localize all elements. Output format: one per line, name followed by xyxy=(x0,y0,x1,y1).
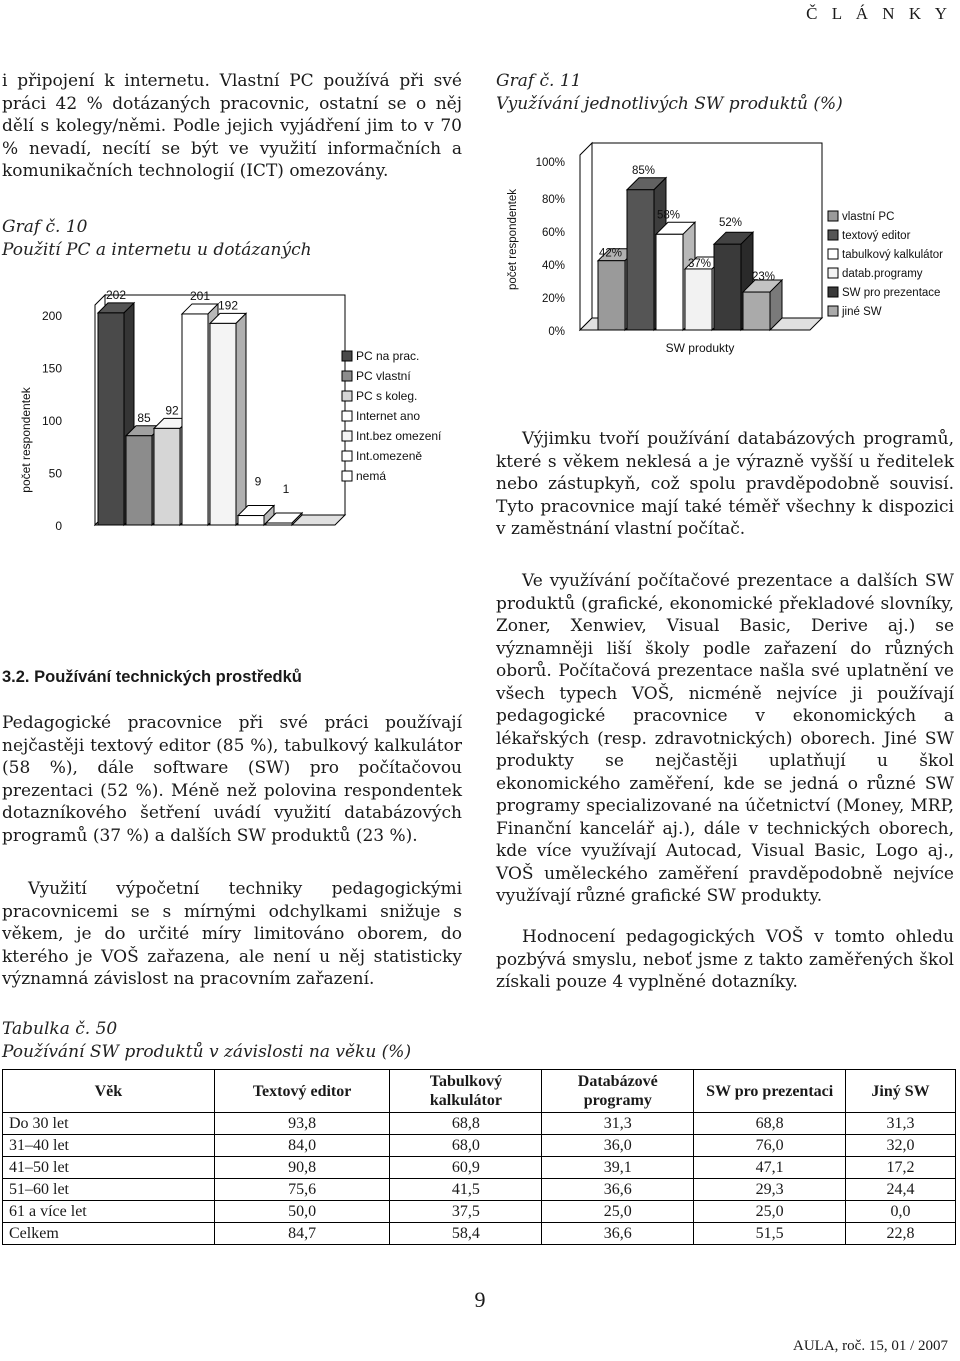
legend-label: textový editor xyxy=(842,230,911,242)
chart-bar-front xyxy=(126,436,152,525)
table-row xyxy=(3,1223,956,1245)
table-row xyxy=(3,1135,956,1157)
chart-bar-front xyxy=(210,323,236,525)
table-cell: 76,0 xyxy=(694,1135,846,1157)
y-tick-label: 50 xyxy=(48,466,62,481)
chart-bar xyxy=(210,313,246,525)
table-cell: 36,0 xyxy=(542,1135,694,1157)
graph11-title: Využívání jednotlivých SW produktů (%) xyxy=(496,93,843,114)
table-cell: 51,5 xyxy=(694,1223,846,1245)
chart-bar xyxy=(743,280,782,330)
data-label: 23% xyxy=(751,271,776,284)
graph11-label: Graf č. 11 xyxy=(496,71,582,91)
table-row xyxy=(3,1201,956,1223)
table-title: Používání SW produktů v závislosti na věku (%) xyxy=(2,1041,412,1062)
table-cell: 25,0 xyxy=(694,1201,846,1223)
page-number: 9 xyxy=(474,1287,486,1312)
table-row-label: 61 a více let xyxy=(3,1201,215,1223)
table-cell: 90,8 xyxy=(214,1157,390,1179)
table-cell: 29,3 xyxy=(694,1179,846,1201)
legend-swatch xyxy=(342,451,352,461)
chart-bar-front xyxy=(656,234,683,330)
legend-swatch xyxy=(342,411,352,421)
table-row xyxy=(3,1157,956,1179)
legend-swatch xyxy=(342,471,352,481)
graph11-caption xyxy=(496,70,956,115)
legend-label: nemá xyxy=(356,469,387,483)
table-cell: 93,8 xyxy=(214,1113,390,1135)
legend-label: SW pro prezentace xyxy=(842,287,941,299)
sw-usage-table xyxy=(2,1069,956,1245)
chart-bar-front xyxy=(266,523,292,525)
left-intro-paragraph: i připojení k internetu. Vlastní PC používá při své práci 42 % dotázaných pracovnic, ostatní se o něj dělí s kolegy/němi. Podle jejich vyjádření jim to v 70 % nevadí, necítí se být ve využití informačních a komunikačních technologií (ICT) omezovány. xyxy=(2,71,462,181)
legend-swatch xyxy=(828,211,838,221)
data-label: 9 xyxy=(254,474,262,489)
data-label: 92 xyxy=(165,403,179,418)
data-label: 85 xyxy=(137,410,151,425)
table-cell: 60,9 xyxy=(390,1157,542,1179)
table-cell: 25,0 xyxy=(542,1201,694,1223)
data-label: 42% xyxy=(598,247,623,260)
table-cell: 31,3 xyxy=(542,1113,694,1135)
legend-label: Internet ano xyxy=(356,409,421,423)
graph10-title: Použití PC a internetu u dotázaných xyxy=(2,239,312,260)
table-cell: 47,1 xyxy=(694,1157,846,1179)
chart-bar-side xyxy=(236,313,246,525)
legend-label: jiné SW xyxy=(842,306,882,318)
chart-bar-front xyxy=(154,428,180,525)
table-row-label: Do 30 let xyxy=(3,1113,215,1135)
left-paragraph-1: Pedagogické pracovnice při své práci používají nejčastěji textový editor (85 %), tabulkový kalkulátor (58 %), dále software (SW) pro počítačovou prezentaci (52 %). Méně než polovina respondentek dotazníkového šetření uvádí využití databázových programů (37 %) a dalších SW produktů (23 %). xyxy=(2,713,462,846)
chart-bar-front xyxy=(238,516,264,525)
right-paragraph-2: Ve využívání počítačové prezentace a dalších SW produktů (grafické, ekonomické překladové slovníky, Zoner, Xenwiev, Visual Basic, Derive aj.) se významněji liší školy podle zařazení do různých oborů. Počítačová prezentace našla své uplatnění ve všech typech VOŠ, nicméně nejvíce ji používají pedagogické pracovnice v ekonomických a lékařských (resp. zdravotnických) oborech. Jiné SW produkty se nejčastěji uplatňují u škol ekonomického zaměření, kde se jedná o různé SW programy specializované na účetnictví (Money, MRP, Finanční kancelář aj.), dále v technických oborech, kde více využívají Autocad, Visual Basic, Logo aj., VOŠ uměleckého zaměření pravděpodobně nejvíce využívají různé grafické SW produkty. xyxy=(496,571,954,906)
table-header-cell: SW pro prezentaci xyxy=(694,1070,846,1113)
table-cell: 0,0 xyxy=(846,1201,956,1223)
table-cell: 36,6 xyxy=(542,1223,694,1245)
legend-swatch xyxy=(828,230,838,240)
data-label: 202 xyxy=(105,287,127,302)
table-cell: 68,8 xyxy=(390,1113,542,1135)
table-cell: 24,4 xyxy=(846,1179,956,1201)
legend-label: datab.programy xyxy=(842,268,923,280)
table-cell: 31,3 xyxy=(846,1113,956,1135)
y-tick-label: 80% xyxy=(541,194,565,206)
chart-bar-front xyxy=(627,190,654,330)
section-header: Č L Á N K Y xyxy=(806,4,952,23)
legend-swatch xyxy=(828,306,838,316)
y-tick-label: 200 xyxy=(41,309,62,323)
graph10-caption xyxy=(2,216,462,261)
chart-bar-front xyxy=(714,244,741,330)
table-header-cell: Věk xyxy=(3,1070,215,1113)
y-axis-label: počet respondentek xyxy=(507,188,519,291)
y-tick-label: 0 xyxy=(55,519,62,533)
legend-label: Int.bez omezení xyxy=(356,429,442,443)
legend-swatch xyxy=(342,371,352,381)
legend-swatch xyxy=(828,249,838,259)
table-label: Tabulka č. 50 xyxy=(2,1019,118,1039)
section-title: 3.2. Používání technických prostředků xyxy=(2,668,302,686)
chart-bar-front xyxy=(743,292,770,330)
chart-graph10 xyxy=(0,280,470,580)
table-row-label: 31–40 let xyxy=(3,1135,215,1157)
table-row-label: 51–60 let xyxy=(3,1179,215,1201)
legend-swatch xyxy=(828,287,838,297)
table-row-label: 41–50 let xyxy=(3,1157,215,1179)
chart-bar-front xyxy=(598,261,625,330)
table-cell: 37,5 xyxy=(390,1201,542,1223)
table-cell: 39,1 xyxy=(542,1157,694,1179)
table-row xyxy=(3,1113,956,1135)
table-cell: 58,4 xyxy=(390,1223,542,1245)
y-tick-label: 150 xyxy=(41,361,62,376)
table-cell: 17,2 xyxy=(846,1157,956,1179)
table-header-row xyxy=(3,1070,956,1113)
data-label: 1 xyxy=(282,482,290,496)
y-tick-label: 100 xyxy=(41,414,62,428)
x-axis-label: SW produkty xyxy=(665,341,735,355)
legend-swatch xyxy=(342,431,352,441)
table-cell: 75,6 xyxy=(214,1179,390,1201)
left-paragraph-2: Využití výpočetní techniky pedagogickými pracovnicemi se s mírnými odchylkami snižuje s věkem, je do určité míry limitováno oborem, do kterého je VOŠ zařazena, ale není u něj statisticky významná závislost na pracovním zařazení. xyxy=(2,879,462,989)
graph10-label: Graf č. 10 xyxy=(2,217,88,237)
chart-bar-front xyxy=(182,314,208,525)
chart-bar-front xyxy=(98,313,124,525)
table-row-label: Celkem xyxy=(3,1223,215,1245)
legend-label: vlastní PC xyxy=(842,211,895,223)
legend-label: PC s koleg. xyxy=(356,389,418,403)
table-cell: 68,0 xyxy=(390,1135,542,1157)
legend-label: PC vlastní xyxy=(356,369,411,383)
table-cell: 84,0 xyxy=(214,1135,390,1157)
data-label: 52% xyxy=(718,217,743,230)
table-cell: 68,8 xyxy=(694,1113,846,1135)
journal-footer: AULA, roč. 15, 01 / 2007 xyxy=(793,1338,948,1354)
table-cell: 41,5 xyxy=(390,1179,542,1201)
y-tick-label: 20% xyxy=(541,293,565,305)
y-tick-label: 100% xyxy=(535,157,565,169)
table-header-cell: Textový editor xyxy=(214,1070,390,1113)
data-label: 58% xyxy=(656,209,681,222)
legend-swatch xyxy=(342,391,352,401)
data-label: 37% xyxy=(687,257,712,270)
table-cell: 22,8 xyxy=(846,1223,956,1245)
table-row xyxy=(3,1179,956,1201)
chart-side-wall xyxy=(580,143,592,330)
legend-swatch xyxy=(342,351,352,361)
table-cell: 84,7 xyxy=(214,1223,390,1245)
y-axis-label: počet respondentek xyxy=(19,387,33,493)
table-header-cell: Jiný SW xyxy=(846,1070,956,1113)
table-caption xyxy=(2,1018,602,1063)
chart-graph11 xyxy=(490,140,960,370)
table-cell: 50,0 xyxy=(214,1201,390,1223)
table-cell: 32,0 xyxy=(846,1135,956,1157)
y-tick-label: 0% xyxy=(548,326,565,338)
data-label: 201 xyxy=(189,288,211,303)
data-label: 85% xyxy=(631,164,656,177)
y-tick-label: 60% xyxy=(541,227,565,239)
legend-label: PC na prac. xyxy=(356,349,420,363)
legend-swatch xyxy=(828,268,838,278)
data-label: 192 xyxy=(217,298,239,313)
right-paragraph-3: Hodnocení pedagogických VOŠ v tomto ohledu pozbývá smyslu, neboť jsme z takto zaměřených škol získali pouze 4 vyplněné dotazníky. xyxy=(496,927,954,992)
y-tick-label: 40% xyxy=(541,260,565,272)
right-paragraph-1: Výjimku tvoří používání databázových programů, které s věkem neklesá a je výrazně vyšší u ředitelek nebo zástupkyň, což spolu pravděpodobně souvisí. Tyto pracovnice mají také téměř všechny k dispozici v zaměstnání vlastní počítač. xyxy=(496,429,954,539)
table-header-cell: Tabulkový kalkulátor xyxy=(390,1070,542,1113)
table-header-cell: Databázové programy xyxy=(542,1070,694,1113)
chart-bar-front xyxy=(685,269,712,330)
table-cell: 36,6 xyxy=(542,1179,694,1201)
legend-label: tabulkový kalkulátor xyxy=(842,249,943,261)
legend-label: Int.omezeně xyxy=(356,449,423,463)
